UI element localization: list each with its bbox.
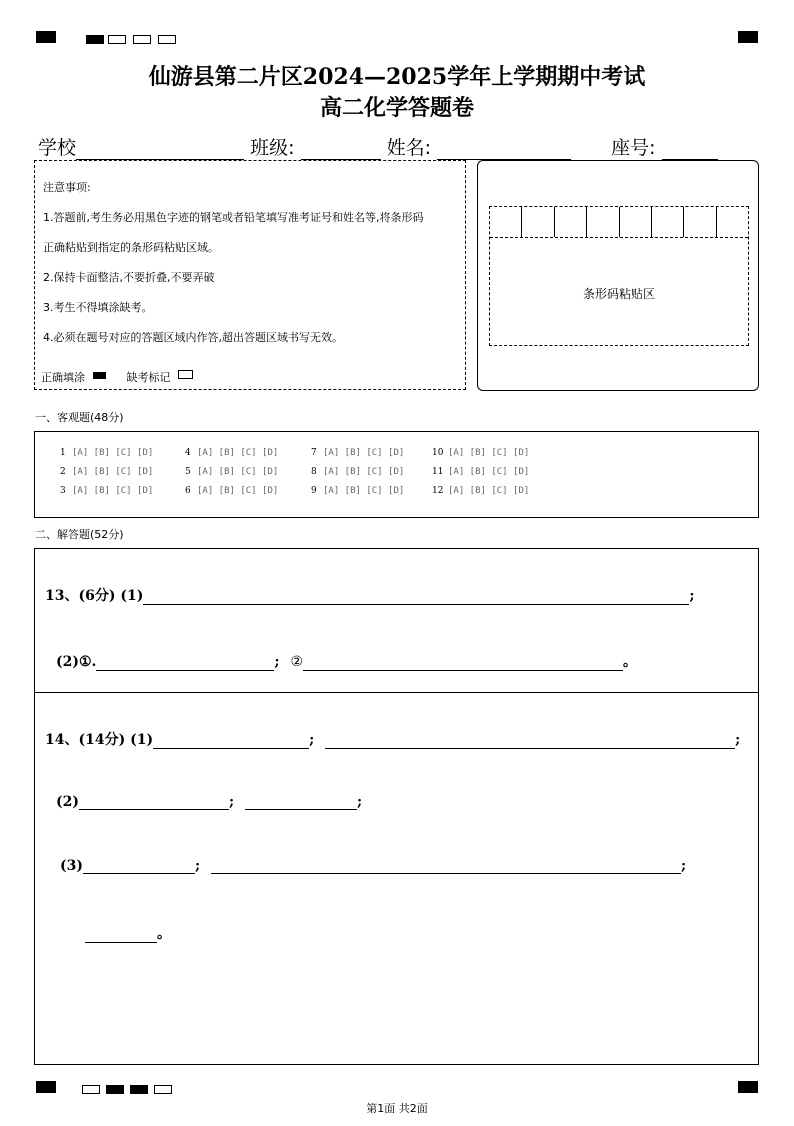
- notice-line: 4.必须在题号对应的答题区域内作答,超出答题区域书写无效。: [43, 331, 343, 344]
- q14-line2: [56, 793, 362, 810]
- q14-label: 14、(14分) (1): [45, 732, 154, 748]
- semicolon: ;: [689, 588, 695, 604]
- fill-example: [41, 369, 193, 385]
- notice-line: 3.考生不得填涂缺考。: [43, 301, 153, 314]
- answer-blank[interactable]: [85, 926, 157, 943]
- page-subtitle: 高二化学答题卷: [319, 95, 474, 121]
- timing-mark: [108, 35, 126, 44]
- question-bubble-row: [311, 448, 404, 458]
- q14-line1: [45, 729, 740, 749]
- notice-box: [34, 160, 466, 390]
- question-bubble-row: [60, 467, 153, 477]
- notice-heading: 注意事项:: [43, 181, 91, 194]
- answer-options[interactable]: [A] [B] [C] [D]: [448, 486, 530, 496]
- question-number: 3: [60, 486, 66, 496]
- q13-part2-label: (2)①.: [56, 654, 97, 670]
- corner-marker-bottom-right: [738, 1081, 758, 1093]
- answer-options[interactable]: [A] [B] [C] [D]: [197, 486, 279, 496]
- answer-blank[interactable]: [153, 732, 309, 749]
- correct-fill-label: 正确填涂: [41, 371, 85, 384]
- answer-options[interactable]: [A] [B] [C] [D]: [323, 448, 405, 458]
- period: 。: [157, 926, 171, 942]
- id-cell[interactable]: [620, 207, 652, 237]
- notice-line: 2.保持卡面整洁,不要折叠,不要弄破: [43, 271, 215, 284]
- q14-part3-label: (3): [60, 858, 83, 874]
- question-bubble-row: [432, 448, 529, 458]
- corner-marker-top-left: [36, 31, 56, 43]
- objective-answer-box: [34, 431, 759, 518]
- timing-mark: [82, 1085, 100, 1094]
- id-cell-row: [490, 207, 748, 238]
- answer-blank[interactable]: [325, 732, 735, 749]
- question-bubble-row: [311, 486, 404, 496]
- section-title-subjective: 二、解答题(52分): [35, 528, 124, 541]
- question-bubble-row: [432, 467, 529, 477]
- timing-mark: [86, 35, 104, 44]
- name-label: 姓名:: [386, 137, 431, 159]
- semicolon: ;: [357, 794, 363, 810]
- question-number: 10: [432, 448, 444, 458]
- answer-options[interactable]: [A] [B] [C] [D]: [197, 467, 279, 477]
- question-bubble-row: [185, 486, 278, 496]
- question-bubble-row: [60, 448, 153, 458]
- id-cell[interactable]: [490, 207, 522, 237]
- barcode-panel: [477, 160, 759, 391]
- q13-answer-box: [34, 548, 759, 693]
- notice-line: 正确粘贴到指定的条形码粘贴区域。: [43, 241, 219, 254]
- q13-line2: [56, 651, 637, 671]
- question-bubble-row: [185, 448, 278, 458]
- q13-line1: [45, 585, 695, 605]
- question-number: 2: [60, 467, 66, 477]
- id-cell[interactable]: [717, 207, 748, 237]
- question-number: 5: [185, 467, 191, 477]
- corner-marker-bottom-left: [36, 1081, 56, 1093]
- answer-blank[interactable]: [303, 654, 623, 671]
- name-field[interactable]: [437, 141, 571, 160]
- page-title: 仙游县第二片区2024—2025学年上学期期中考试: [148, 64, 646, 90]
- semicolon: ;: [681, 858, 687, 874]
- id-cell[interactable]: [587, 207, 619, 237]
- question-number: 8: [311, 467, 317, 477]
- answer-blank[interactable]: [143, 588, 689, 605]
- answer-blank[interactable]: [79, 793, 229, 810]
- notice-line: 1.答题前,考生务必用黑色字迹的钢笔或者铅笔填写准考证号和姓名等,将条形码: [43, 211, 424, 224]
- semicolon: ;: [309, 732, 315, 748]
- semicolon: ;: [274, 654, 280, 670]
- timing-mark: [130, 1085, 148, 1094]
- timing-mark: [154, 1085, 172, 1094]
- id-cell[interactable]: [652, 207, 684, 237]
- id-cell[interactable]: [555, 207, 587, 237]
- absent-mark-label: 缺考标记: [126, 371, 171, 384]
- seat-label: 座号:: [611, 137, 656, 159]
- answer-options[interactable]: [A] [B] [C] [D]: [448, 448, 530, 458]
- question-number: 9: [311, 486, 317, 496]
- answer-options[interactable]: [A] [B] [C] [D]: [72, 467, 154, 477]
- answer-options[interactable]: [A] [B] [C] [D]: [72, 486, 154, 496]
- answer-options[interactable]: [A] [B] [C] [D]: [323, 467, 405, 477]
- q13-label: 13、(6分) (1): [45, 588, 144, 604]
- question-bubble-row: [185, 467, 278, 477]
- question-number: 12: [432, 486, 444, 496]
- class-field[interactable]: [301, 141, 381, 160]
- absent-mark-box[interactable]: [178, 370, 193, 379]
- semicolon: ;: [229, 794, 235, 810]
- page-number: 第1面 共2面: [366, 1102, 428, 1115]
- q14-answer-box: [34, 692, 759, 1065]
- circle-2-label: ②: [290, 654, 304, 670]
- q14-line3: [60, 857, 686, 874]
- seat-field[interactable]: [662, 141, 718, 160]
- filled-mark-icon: [93, 372, 106, 379]
- timing-mark: [133, 35, 151, 44]
- timing-mark: [158, 35, 176, 44]
- answer-options[interactable]: [A] [B] [C] [D]: [72, 448, 154, 458]
- question-bubble-row: [432, 486, 529, 496]
- section-title-objective: 一、客观题(48分): [35, 411, 124, 424]
- id-cell[interactable]: [522, 207, 554, 237]
- id-cell[interactable]: [684, 207, 716, 237]
- question-number: 6: [185, 486, 191, 496]
- q14-part2-label: (2): [56, 794, 79, 810]
- q14-line4: [85, 923, 171, 943]
- class-label: 班级:: [250, 137, 295, 159]
- answer-blank[interactable]: [211, 857, 681, 874]
- barcode-label: 条形码粘贴区: [582, 287, 655, 301]
- school-label: 学校: [38, 137, 77, 159]
- answer-options[interactable]: [A] [B] [C] [D]: [448, 467, 530, 477]
- corner-marker-top-right: [738, 31, 758, 43]
- question-number: 4: [185, 448, 191, 458]
- question-number: 11: [432, 467, 444, 477]
- semicolon: ;: [735, 732, 741, 748]
- answer-blank[interactable]: [96, 654, 274, 671]
- school-field[interactable]: [76, 141, 244, 160]
- answer-options[interactable]: [A] [B] [C] [D]: [323, 486, 405, 496]
- question-bubble-row: [60, 486, 153, 496]
- timing-mark: [106, 1085, 124, 1094]
- question-number: 1: [60, 448, 66, 458]
- info-row: [38, 133, 758, 160]
- answer-blank[interactable]: [83, 857, 195, 874]
- question-number: 7: [311, 448, 317, 458]
- period: 。: [623, 654, 638, 670]
- answer-blank[interactable]: [245, 793, 357, 810]
- barcode-area: [489, 206, 749, 346]
- answer-options[interactable]: [A] [B] [C] [D]: [197, 448, 279, 458]
- question-bubble-row: [311, 467, 404, 477]
- semicolon: ;: [195, 858, 201, 874]
